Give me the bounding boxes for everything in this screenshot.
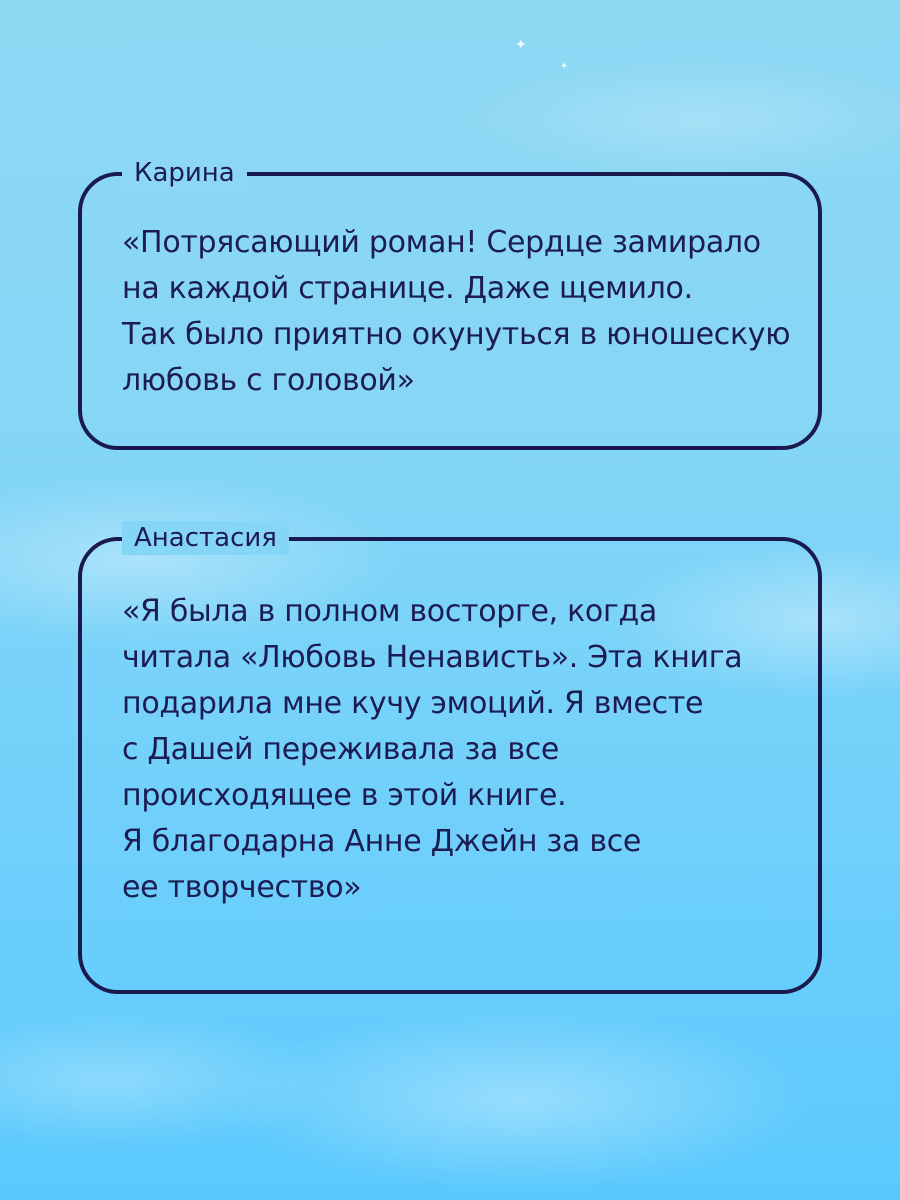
review-line: читала «Любовь Ненависть». Эта книга (122, 640, 743, 675)
sparkle-icon: ✦ (515, 37, 527, 53)
review-line: ее творчество» (122, 870, 362, 905)
review-text (122, 589, 788, 911)
review-line: Так было приятно окунуться в юношескую (122, 317, 791, 352)
reviewer-name: Анастасия (122, 521, 289, 555)
review-card-anastasia (78, 523, 822, 994)
review-line: «Потрясающий роман! Сердце замирало (122, 225, 761, 260)
review-line: на каждой странице. Даже щемило. (122, 271, 693, 306)
reviewer-name: Карина (122, 156, 247, 190)
review-line: любовь с головой» (122, 363, 415, 398)
review-line: «Я была в полном восторге, когда (122, 594, 657, 629)
review-line: Я благодарна Анне Джейн за все (122, 824, 642, 859)
review-line: подарила мне кучу эмоций. Я вместе (122, 686, 704, 721)
sparkle-icon: ✦ (560, 61, 569, 72)
review-line: происходящее в этой книге. (122, 778, 567, 813)
review-line: с Дашей переживала за все (122, 732, 560, 767)
review-text (122, 220, 791, 404)
review-card-karina (78, 158, 822, 450)
